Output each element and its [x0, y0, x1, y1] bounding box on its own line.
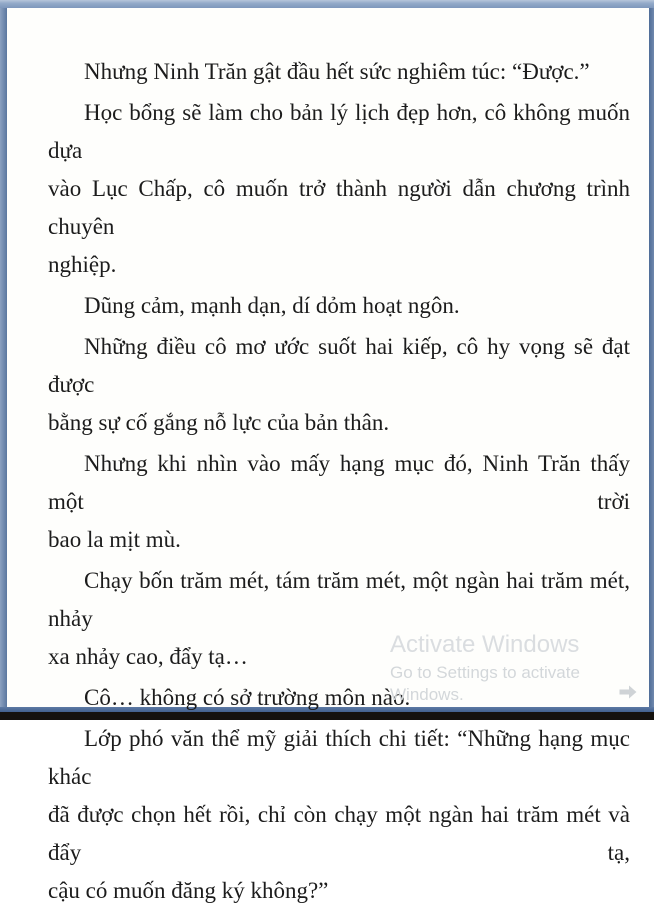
forward-arrow-icon	[618, 684, 638, 705]
paragraph-line: Nhưng khi nhìn vào mấy hạng mục đó, Ninh Trăn thấy một trời	[48, 451, 630, 514]
watermark-subtitle: Go to Settings to activate Windows.	[390, 663, 580, 704]
window-border-top	[0, 0, 654, 8]
paragraph-line: bao la mịt mù.	[48, 527, 181, 552]
paragraph-line: Dũng cảm, mạnh dạn, dí dỏm hoạt ngôn.	[84, 293, 460, 318]
paragraph-line: Nhưng Ninh Trăn gật đầu hết sức nghiêm túc: “Được.”	[84, 59, 590, 84]
paragraph-line: nghiệp.	[48, 252, 117, 277]
window-border-right	[649, 8, 654, 708]
document-text	[48, 50, 630, 913]
paragraph-line: cậu có muốn đăng ký không?”	[48, 878, 329, 903]
paragraph-line: vào Lục Chấp, cô muốn trở thành người dẫn chương trình chuyên	[48, 176, 630, 239]
paragraph-line: bằng sự cố gắng nỗ lực của bản thân.	[48, 410, 390, 435]
window-border-left	[0, 8, 7, 708]
document-page	[7, 8, 649, 903]
paragraph-line: Chạy bốn trăm mét, tám trăm mét, một ngàn hai trăm mét, nhảy	[48, 568, 630, 631]
watermark-title: Activate Windows	[390, 631, 580, 658]
paragraph-line: Lớp phó văn thể mỹ giải thích chi tiết: “Những hạng mục khác	[48, 726, 630, 789]
paragraph-line: Những điều cô mơ ước suốt hai kiếp, cô hy vọng sẽ đạt được	[48, 334, 630, 397]
paragraph-line: xa nhảy cao, đẩy tạ…	[48, 644, 248, 669]
paragraph-line: Học bổng sẽ làm cho bản lý lịch đẹp hơn, cô không muốn dựa	[48, 100, 630, 163]
paragraph-line: đã được chọn hết rồi, chỉ còn chạy một ngàn hai trăm mét và đẩy tạ,	[48, 802, 630, 865]
paragraph-line: Cô… không có sở trường môn nào.	[84, 685, 411, 710]
